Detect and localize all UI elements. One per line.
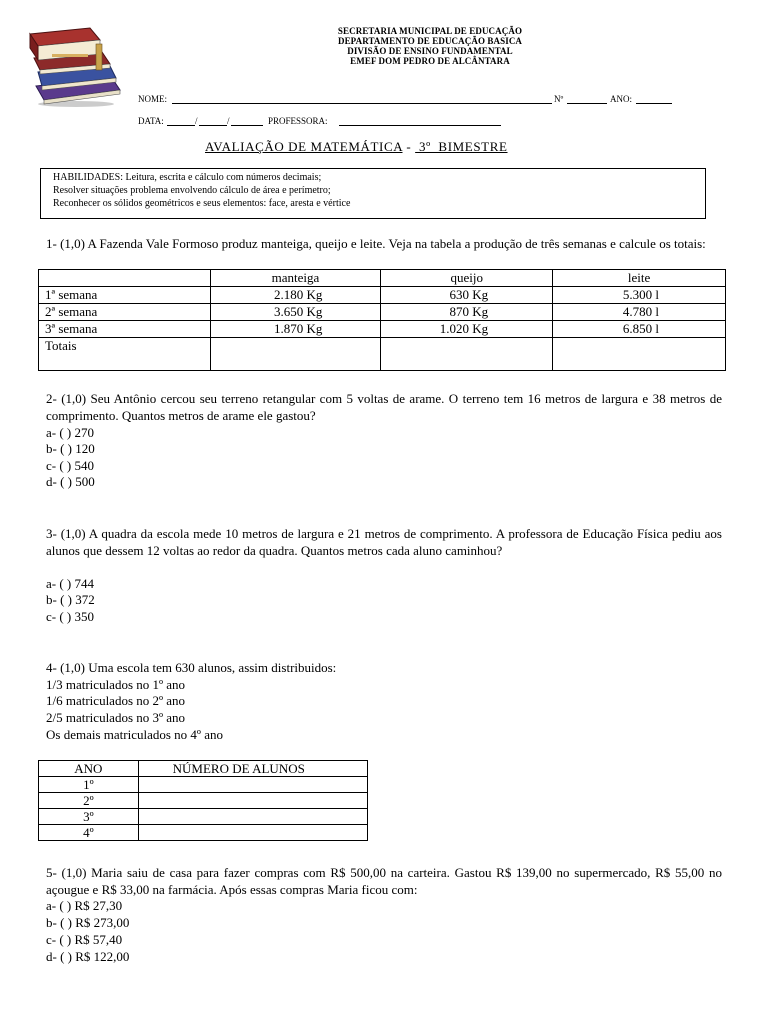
table-row <box>39 321 726 338</box>
q4-line-4: Os demais matriculados no 4º ano <box>46 727 223 742</box>
number-label: Nº <box>554 94 564 104</box>
name-label: NOME: <box>138 94 167 104</box>
year-label: ANO: <box>610 94 632 104</box>
q3-option-c[interactable]: c- ( ) 350 <box>46 609 95 624</box>
table-row <box>39 287 726 304</box>
date-month-field[interactable] <box>199 125 227 126</box>
q5-option-b[interactable]: b- ( ) R$ 273,00 <box>46 915 130 930</box>
q2-option-a[interactable]: a- ( ) 270 <box>46 425 95 440</box>
table-header-cell: leite <box>553 270 726 287</box>
books-stack-icon <box>24 24 134 108</box>
skills-box <box>40 168 706 219</box>
header-block <box>280 26 580 66</box>
table-row <box>39 809 368 825</box>
table-header-cell: manteiga <box>210 270 381 287</box>
date-label: DATA: <box>138 116 164 126</box>
table-cell: 6.850 l <box>553 321 726 338</box>
students-table <box>38 760 368 841</box>
table-header-cell <box>39 270 211 287</box>
table-row <box>39 304 726 321</box>
students-input-1[interactable] <box>138 777 367 793</box>
table-row <box>39 777 368 793</box>
table-header-cell: queijo <box>381 270 553 287</box>
q3-option-a[interactable]: a- ( ) 744 <box>46 576 95 591</box>
q2-option-c[interactable]: c- ( ) 540 <box>46 458 95 473</box>
table-cell: 3.650 Kg <box>210 304 381 321</box>
table-cell: 1.870 Kg <box>210 321 381 338</box>
students-input-2[interactable] <box>138 793 367 809</box>
table-header-row <box>39 270 726 287</box>
table-cell: 2ª semana <box>39 304 211 321</box>
totals-label: Totais <box>39 338 211 371</box>
header-line-4: EMEF DOM PEDRO DE ALCÂNTARA <box>350 56 510 66</box>
table-cell: 4º <box>39 825 139 841</box>
q5-option-d[interactable]: d- ( ) R$ 122,00 <box>46 949 130 964</box>
table-cell: 2º <box>39 793 139 809</box>
date-year-field[interactable] <box>231 125 263 126</box>
table-cell: 1.020 Kg <box>381 321 553 338</box>
table-cell: 630 Kg <box>381 287 553 304</box>
q4-line-1: 1/3 matriculados no 1º ano <box>46 677 186 692</box>
question-5-text: 5- (1,0) Maria saiu de casa para fazer compras com R$ 500,00 na carteira. Gastou R$ 139,00 no supermercado, R$ 55,00 no açougue e R$ 33,00 na farmácia. Após essas compras Maria ficou com: <box>46 865 722 897</box>
q5-option-c[interactable]: c- ( ) R$ 57,40 <box>46 932 123 947</box>
number-field[interactable] <box>567 103 607 104</box>
teacher-label: PROFESSORA: <box>268 116 328 126</box>
totals-row <box>39 338 726 371</box>
title-separator: - <box>402 139 416 154</box>
date-slash-2: / <box>227 116 230 126</box>
totals-input-leite[interactable] <box>553 338 726 371</box>
table-cell: 2.180 Kg <box>210 287 381 304</box>
table-row <box>39 793 368 809</box>
year-field[interactable] <box>636 103 672 104</box>
students-input-4[interactable] <box>138 825 367 841</box>
table-cell: 1ª semana <box>39 287 211 304</box>
table-cell: 3ª semana <box>39 321 211 338</box>
teacher-field[interactable] <box>339 125 501 126</box>
title-part-2: 3º BIMESTRE <box>415 139 508 154</box>
skills-line-2: Resolver situações problema envolvendo cálculo de área e perímetro; <box>53 185 331 196</box>
totals-input-queijo[interactable] <box>381 338 553 371</box>
question-1-text: 1- (1,0) A Fazenda Vale Formoso produz manteiga, queijo e leite. Veja na tabela a produção de três semanas e calcule os totais: <box>46 236 706 251</box>
table-cell: 3º <box>39 809 139 825</box>
name-field[interactable] <box>172 103 552 104</box>
production-table <box>38 269 726 371</box>
q5-option-a[interactable]: a- ( ) R$ 27,30 <box>46 898 123 913</box>
table-header-cell: ANO <box>39 761 139 777</box>
table-row <box>39 825 368 841</box>
question-2-text: 2- (1,0) Seu Antônio cercou seu terreno retangular com 5 voltas de arame. O terreno tem 16 metros de largura e 38 metros de comprimento. Quantos metros de arame ele gastou? <box>46 391 722 423</box>
header-line-3: DIVISÃO DE ENSINO FUNDAMENTAL <box>347 46 513 56</box>
header-line-2: DEPARTAMENTO DE EDUCAÇÃO BASICA <box>337 36 523 46</box>
totals-input-manteiga[interactable] <box>210 338 381 371</box>
q4-line-3: 2/5 matriculados no 3º ano <box>46 710 186 725</box>
page-title <box>205 139 508 155</box>
question-4-text: 4- (1,0) Uma escola tem 630 alunos, assim distribuidos: <box>46 660 337 675</box>
date-day-field[interactable] <box>167 125 195 126</box>
date-slash-1: / <box>195 116 198 126</box>
q2-option-b[interactable]: b- ( ) 120 <box>46 441 95 456</box>
table-cell: 5.300 l <box>553 287 726 304</box>
books-logo <box>24 24 134 108</box>
table-cell: 1º <box>39 777 139 793</box>
skills-line-3: Reconhecer os sólidos geométricos e seus elementos: face, aresta e vértice <box>53 198 351 209</box>
table-cell: 870 Kg <box>381 304 553 321</box>
skills-line-1: HABILIDADES: Leitura, escrita e cálculo com números decimais; <box>53 172 322 183</box>
q4-line-2: 1/6 matriculados no 2º ano <box>46 693 186 708</box>
table-header-row <box>39 761 368 777</box>
question-3-text: 3- (1,0) A quadra da escola mede 10 metros de largura e 21 metros de comprimento. A professora de Educação Física pediu aos alunos que dessem 12 voltas ao redor da quadra. Quantos metros cada aluno caminhou? <box>46 526 722 558</box>
students-input-3[interactable] <box>138 809 367 825</box>
q2-option-d[interactable]: d- ( ) 500 <box>46 474 95 489</box>
table-cell: 4.780 l <box>553 304 726 321</box>
q3-option-b[interactable]: b- ( ) 372 <box>46 592 95 607</box>
header-line-1: SECRETARIA MUNICIPAL DE EDUCAÇÃO <box>337 26 523 36</box>
title-part-1: AVALIAÇÃO DE MATEMÁTICA <box>205 139 403 154</box>
table-header-cell: NÚMERO DE ALUNOS <box>138 761 367 777</box>
